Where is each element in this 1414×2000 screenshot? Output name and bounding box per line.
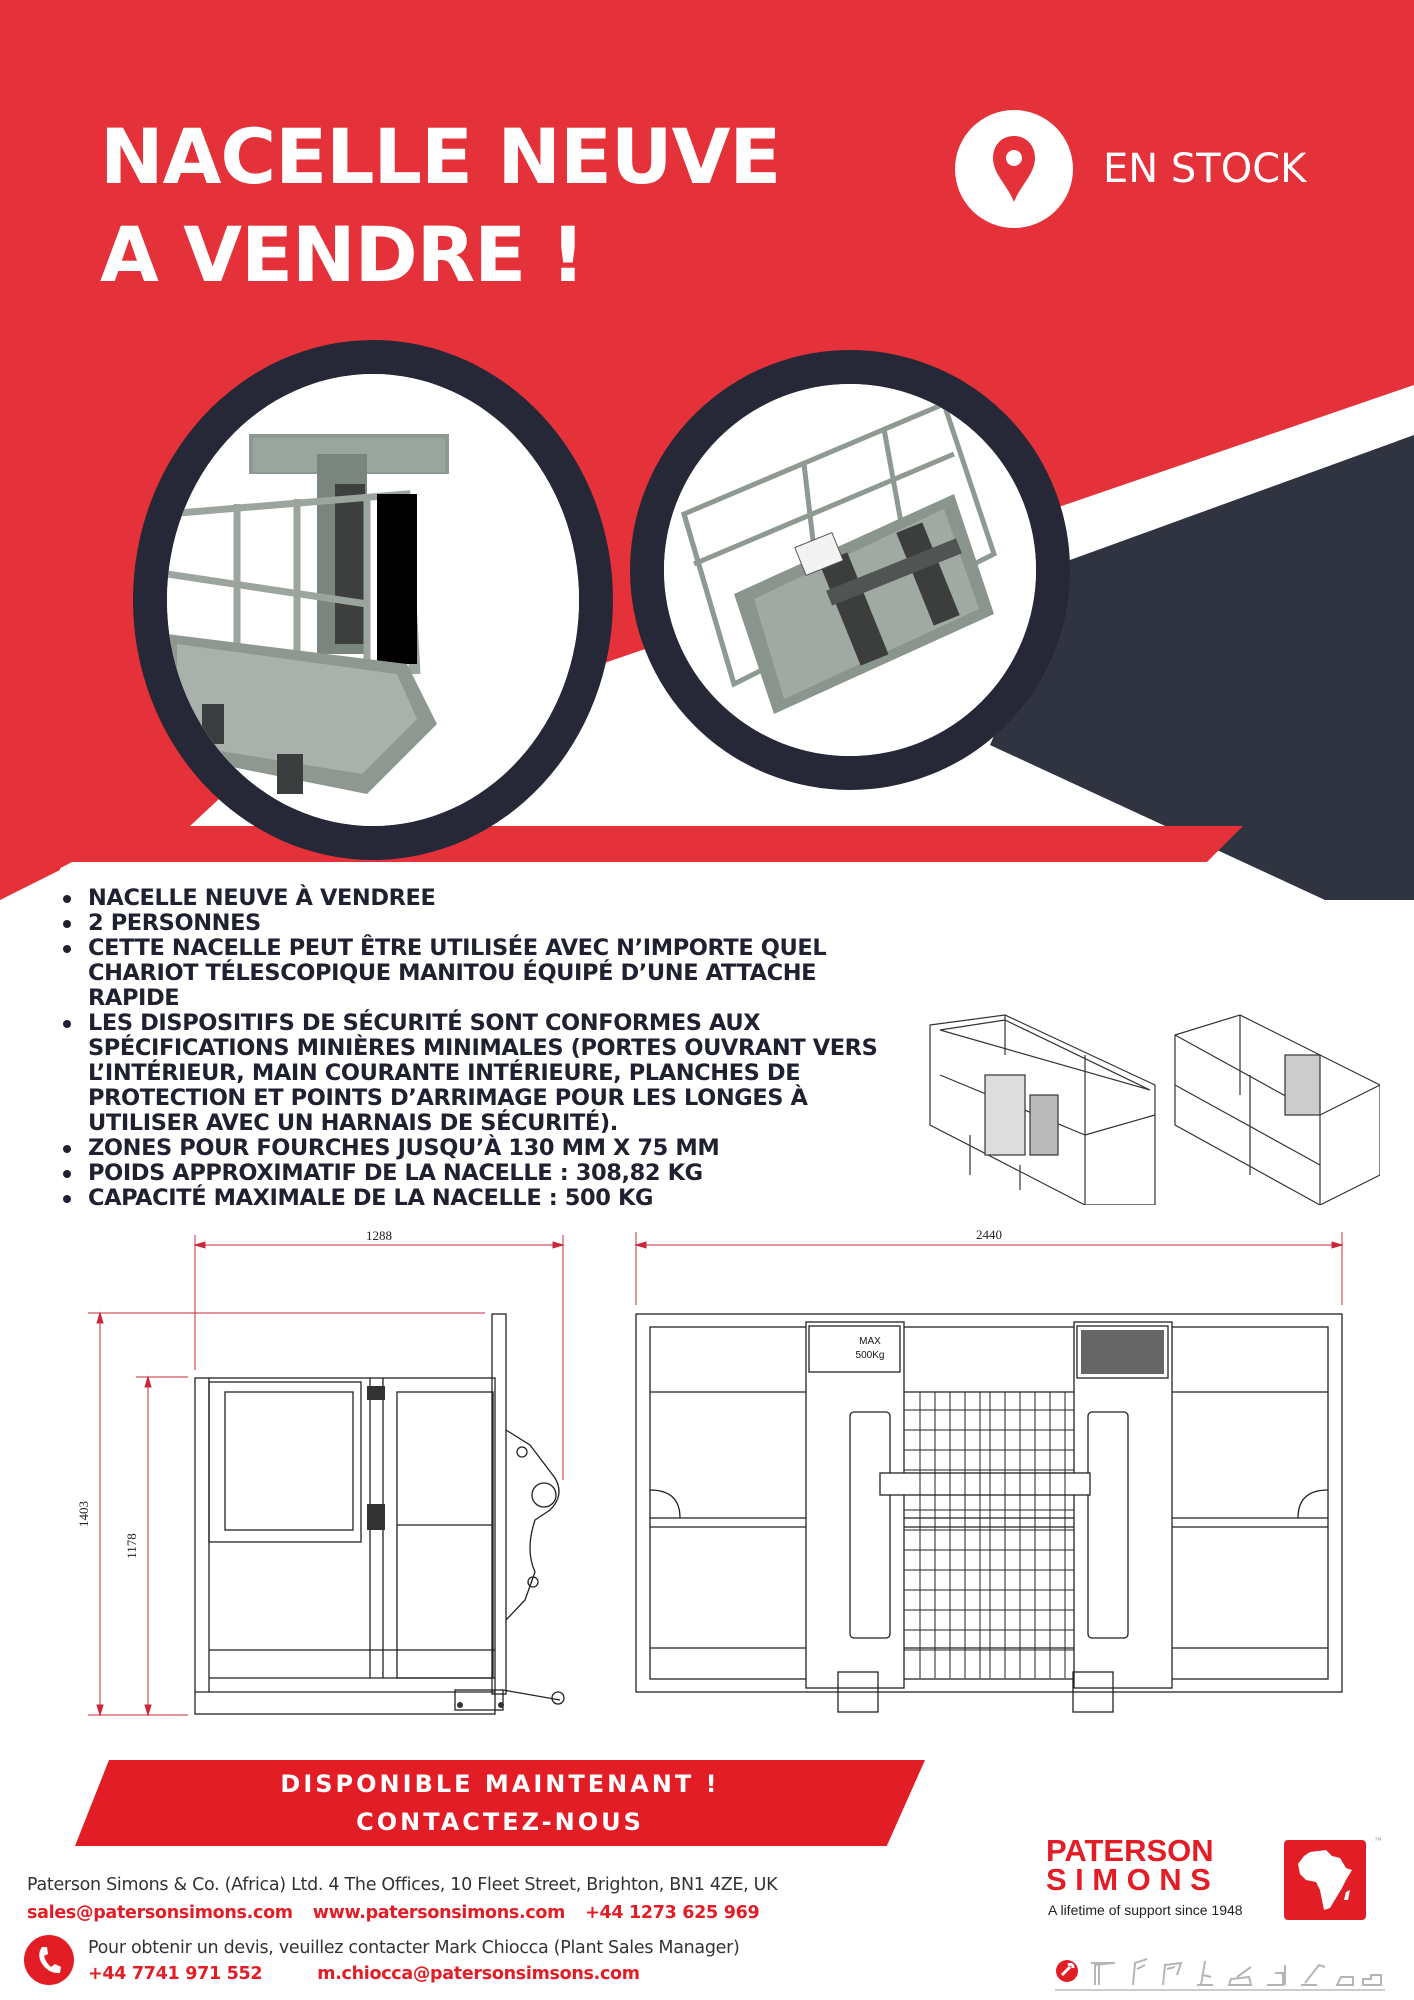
quote-request-text: Pour obtenir un devis, veuillez contacter Mark Chiocca (Plant Sales Manager) xyxy=(88,1938,740,1958)
feature-item: CAPACITÉ MAXIMALE DE LA NACELLE : 500 KG xyxy=(62,1186,902,1211)
feature-item: LES DISPOSITIFS DE SÉCURITÉ SONT CONFORMES AUX SPÉCIFICATIONS MINIÈRES MINIMALES (PORTES OUVRANT VERS L’INTÉRIEUR, MAIN COURANTE INTÉRIEURE, PLANCHES DE PROTECTION ET POINTS D’ARRIMAGE POUR LES LONGES À UTILISER AVEC UN HARNAIS DE SÉCURITÉ). xyxy=(62,1011,902,1136)
company-links xyxy=(27,1903,759,1923)
email-link[interactable]: sales@patersonsimons.com xyxy=(27,1903,293,1923)
stock-badge xyxy=(955,110,1306,228)
machine-icons-row xyxy=(1055,1955,1385,1991)
truck-icon xyxy=(1363,1975,1381,1985)
isometric-drawings xyxy=(910,975,1380,1205)
logo-line-1: PATERSON xyxy=(1046,1833,1214,1868)
dim-width-side: 1288 xyxy=(366,1228,392,1243)
logo-tagline: A lifetime of support since 1948 xyxy=(1048,1902,1243,1918)
dim-height-total: 1403 xyxy=(76,1501,91,1527)
feature-item: NACELLE NEUVE À VENDREE xyxy=(62,886,902,911)
label-load: 500Kg xyxy=(855,1350,885,1361)
excavator-arm-icon xyxy=(1163,1963,1181,1985)
trademark: ™ xyxy=(1374,1836,1382,1845)
cta-line-2: CONTACTEZ-NOUS xyxy=(356,1808,644,1836)
front-view-drawing xyxy=(630,1220,1350,1720)
loader-icon xyxy=(1337,1977,1353,1985)
company-logo xyxy=(1046,1833,1386,1946)
feature-item: CETTE NACELLE PEUT ÊTRE UTILISÉE AVEC N’IMPORTE QUEL CHARIOT TÉLESCOPIQUE MANITOU ÉQUIPÉ D’UNE ATTACHE RAPIDE xyxy=(62,936,902,1011)
company-address: Paterson Simons & Co. (Africa) Ltd. 4 The Offices, 10 Fleet Street, Brighton, BN1 4ZE, UK xyxy=(27,1875,778,1895)
website-link[interactable]: www.patersonsimons.com xyxy=(312,1903,566,1923)
map-pin-icon xyxy=(955,110,1073,228)
contact-cta-banner[interactable] xyxy=(75,1760,925,1846)
cta-line-1: DISPONIBLE MAINTENANT ! xyxy=(280,1770,720,1798)
crane-icon xyxy=(1091,1963,1115,1985)
feature-item: 2 PERSONNES xyxy=(62,911,902,936)
warning-label-block xyxy=(1081,1330,1164,1374)
boom-lift-icon xyxy=(1301,1965,1325,1985)
title-line-1: NACELLE NEUVE xyxy=(100,112,781,201)
isometric-drawing-2 xyxy=(1175,1015,1380,1205)
nacelle-render-front xyxy=(167,374,579,826)
dim-width-front: 2440 xyxy=(976,1227,1002,1242)
feature-list xyxy=(62,886,902,1211)
logo-line-2: SIMONS xyxy=(1046,1862,1220,1897)
phone-link[interactable]: +44 1273 625 969 xyxy=(585,1903,760,1923)
label-max: MAX xyxy=(859,1336,881,1347)
stock-label: EN STOCK xyxy=(1103,146,1307,192)
africa-map-icon xyxy=(1284,1840,1366,1920)
service-wrench-icon xyxy=(1056,1960,1078,1982)
isometric-drawing-1 xyxy=(930,1015,1155,1205)
reach-stacker-icon xyxy=(1229,1967,1251,1985)
mesh-grid xyxy=(904,1392,1074,1678)
manager-contact xyxy=(88,1964,640,1984)
dim-height-inner: 1178 xyxy=(124,1533,139,1559)
feature-item: POIDS APPROXIMATIF DE LA NACELLE : 308,82 KG xyxy=(62,1161,902,1186)
manager-phone-link[interactable]: +44 7741 971 552 xyxy=(88,1964,263,1984)
phone-icon xyxy=(24,1935,74,1985)
nacelle-render-rear xyxy=(664,384,1036,756)
logo-wordmark xyxy=(1046,1833,1220,1897)
manager-email-link[interactable]: m.chiocca@patersonsimsons.com xyxy=(317,1964,640,1984)
page-title xyxy=(100,108,780,304)
cta-text xyxy=(75,1760,925,1846)
title-line-2: A VENDRE ! xyxy=(100,210,585,299)
product-photo-rear xyxy=(630,350,1070,790)
side-view-drawing xyxy=(60,1220,580,1720)
product-photo-front xyxy=(133,340,613,860)
tower-crane-icon xyxy=(1133,1959,1147,1985)
forklift-icon xyxy=(1267,1965,1285,1985)
feature-item: ZONES POUR FOURCHES JUSQU’À 130 MM X 75 MM xyxy=(62,1136,902,1161)
telehandler-icon xyxy=(1197,1961,1213,1985)
